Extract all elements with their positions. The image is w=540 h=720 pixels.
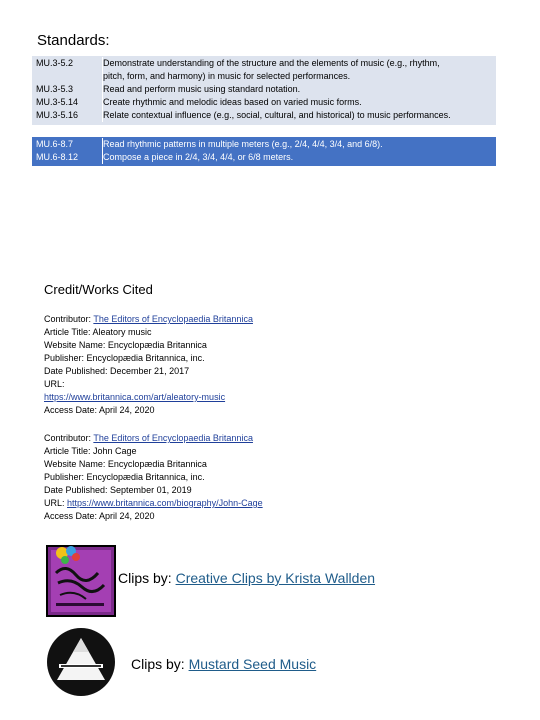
table-row xyxy=(32,151,496,166)
standards-table-group2 xyxy=(32,137,496,166)
table-row xyxy=(32,56,496,83)
citation-publisher: Publisher: Encyclopædia Britannica, inc. xyxy=(44,353,205,363)
mustard-seed-music-link[interactable]: Mustard Seed Music xyxy=(188,656,317,672)
standard-description xyxy=(102,57,496,83)
creative-clips-logo xyxy=(46,543,116,617)
standard-description: Relate contextual influence (e.g., social, cultural, and historical) to music performances. xyxy=(102,109,496,122)
clips-prefix: Clips by: xyxy=(118,570,176,586)
citation-url-link[interactable]: https://www.britannica.com/art/aleatory-music xyxy=(44,392,226,402)
mustard-seed-music-logo xyxy=(45,626,117,698)
citation-date: Date Published: September 01, 2019 xyxy=(44,485,192,495)
standard-description: Read rhythmic patterns in multiple meters (e.g., 2/4, 4/4, 3/4, and 6/8). xyxy=(102,138,496,151)
citation-publisher: Publisher: Encyclopædia Britannica, inc. xyxy=(44,472,205,482)
standard-description: Compose a piece in 2/4, 3/4, 4/4, or 6/8 meters. xyxy=(102,151,496,164)
standards-title: Standards: xyxy=(37,32,110,49)
standard-description-line: pitch, form, and harmony) in music for selected performances. xyxy=(103,71,351,81)
table-row xyxy=(32,137,496,151)
citation-date: Date Published: December 21, 2017 xyxy=(44,366,190,376)
table-row xyxy=(32,83,496,96)
citation-website: Website Name: Encyclopædia Britannica xyxy=(44,459,207,469)
citation-url-label: URL: xyxy=(44,379,65,389)
citation-website: Website Name: Encyclopædia Britannica xyxy=(44,340,207,350)
citation-aleatory-music xyxy=(44,313,253,417)
standard-code: MU.3-5.14 xyxy=(36,97,79,107)
citation-access-date: Access Date: April 24, 2020 xyxy=(44,511,155,521)
credits-title: Credit/Works Cited xyxy=(44,282,153,297)
mustard-seed-credit xyxy=(131,656,316,672)
creative-clips-credit xyxy=(118,570,375,586)
standard-description: Read and perform music using standard notation. xyxy=(102,83,496,96)
standards-table-group1 xyxy=(32,56,496,125)
standard-code: MU.3-5.3 xyxy=(36,84,74,94)
standard-code: MU.3-5.2 xyxy=(36,58,74,68)
standard-code: MU.6-8.7 xyxy=(36,139,74,149)
citation-url-label: URL: xyxy=(44,498,68,508)
citation-contributor xyxy=(44,432,263,445)
table-row xyxy=(32,96,496,109)
standard-description-line: Demonstrate understanding of the structure and the elements of music (e.g., rhythm, xyxy=(103,58,440,68)
contributor-label: Contributor: xyxy=(44,433,94,443)
citation-access-date: Access Date: April 24, 2020 xyxy=(44,405,155,415)
standard-code: MU.6-8.12 xyxy=(36,152,79,162)
creative-clips-link[interactable]: Creative Clips by Krista Wallden xyxy=(175,570,376,586)
citation-contributor xyxy=(44,313,253,326)
contributor-link[interactable]: The Editors of Encyclopaedia Britannica xyxy=(93,433,253,443)
citation-john-cage xyxy=(44,432,263,523)
standard-description: Create rhythmic and melodic ideas based on varied music forms. xyxy=(102,96,496,109)
citation-article: Article Title: Aleatory music xyxy=(44,327,152,337)
contributor-link[interactable]: The Editors of Encyclopaedia Britannica xyxy=(93,314,253,324)
standard-code: MU.3-5.16 xyxy=(36,110,79,120)
clips-prefix: Clips by: xyxy=(131,656,189,672)
contributor-label: Contributor: xyxy=(44,314,94,324)
citation-url xyxy=(44,497,263,510)
table-row xyxy=(32,109,496,125)
citation-article: Article Title: John Cage xyxy=(44,446,137,456)
citation-url-link[interactable]: https://www.britannica.com/biography/John-Cage xyxy=(67,498,263,508)
